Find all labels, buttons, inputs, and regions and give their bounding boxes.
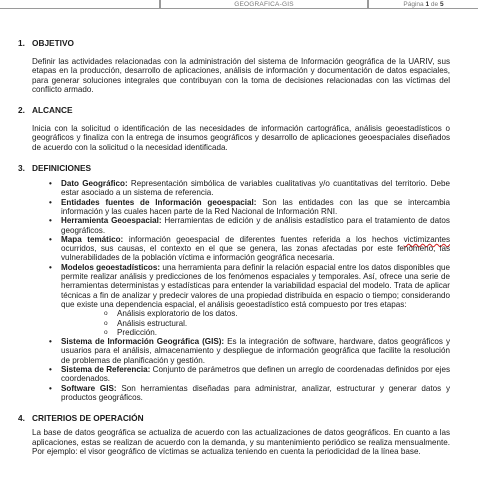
- section-title-definiciones: 3. DEFINICIONES: [18, 163, 92, 174]
- bullet-icon: •: [49, 262, 52, 272]
- section-text-criterios: La base de datos geográfica se actualiza de acuerdo con las actualizaciones de datos geográficos. En cuanto a las aplicaciones, estas se realizan de acuerdo con la demanda, y su mantenimiento periódico se realiza mensualmente. Por ejemplo: el visor geográfico de víctimas se actualiza teniendo en cuenta la periodicidad de la línea base.: [32, 428, 450, 456]
- circle-bullet-icon: o: [104, 328, 108, 336]
- section-title-alcance: 2. ALCANCE: [18, 105, 73, 116]
- sub-list-item: o Análisis estructural.: [104, 318, 188, 328]
- sub-list-item: o Análisis exploratorio de los datos.: [104, 309, 238, 319]
- definition-item: • Entidades fuentes de Información geoespacial: Son las entidades con las que se intercambia información y las cuales hacen parte de la Red Nacional de Información RNI.: [49, 197, 450, 216]
- bullet-icon: •: [49, 337, 52, 347]
- definitions-list: [18, 179, 450, 402]
- definition-item: • Software GIS: Son herramientas diseñadas para administrar, analizar, estructurar y generar datos y productos geográficos.: [49, 383, 450, 402]
- section-title-objetivo: 1. OBJETIVO: [18, 38, 74, 48]
- circle-bullet-icon: o: [104, 310, 108, 318]
- definition-item: • Mapa temático: información geoespacial de diferentes fuentes referida a los hechos victimizantes ocurridos, sus causas, el contexto en el que se genera, las zonas afectadas por este fenómeno, las vulnerabilidades de la población víctima e información geográfica necesaria.: [49, 234, 450, 263]
- definition-item: • Sistema de Referencia: Conjunto de parámetros que definen un arreglo de coordenadas definidos por ejes coordenados.: [49, 365, 451, 384]
- bullet-icon: •: [49, 179, 52, 189]
- header-page-number: Página 1 de 5: [368, 0, 478, 9]
- sub-list-item: o Predicción.: [104, 327, 158, 337]
- bullet-icon: •: [49, 365, 52, 375]
- section-title-criterios: 4. CRITERIOS DE OPERACIÓN: [18, 413, 144, 424]
- spellcheck-flagged-word: victimizantes: [403, 234, 450, 244]
- section-text-objetivo: Definir las actividades relacionadas con la administración del sistema de Información geográfica de la UARIV, sus etapas en la producción, desarrollo de aplicaciones, análisis de información y documentación de datos espaciales, para generar soluciones integrales que contribuyan con la toma de decisiones relacionadas con las víctimas del conflicto armado.: [32, 57, 450, 94]
- definition-item: • Dato Geográfico: Representación simbólica de variables cualitativas y/o cuantitativas del territorio. Debe estar asociado a un sistema de referencia.: [49, 179, 450, 198]
- geostatistics-stages-list: [61, 309, 450, 337]
- definition-item: • Modelos geoestadísticos: una herramienta para definir la relación espacial entre los datos disponibles que permite realizar análisis y predicciones de los fenómenos espaciales y temporales. Así, ofrece una serie de herramientas deterministas y estadísticas para entender la variabilidad espacial del modelo. Trata de aplicar técnicas a fin de analizar y predecir valores de una propiedad distribuida en espacio o tiempo; considerando que existe una dependencia espacial, el análisis geoestadístico está compuesto por tres etapas: o Análisis exploratorio de los datos. o Análisis estructural. o Predicción.: [49, 262, 450, 337]
- document-body: [18, 38, 450, 456]
- bullet-icon: •: [49, 216, 52, 226]
- bullet-icon: •: [49, 383, 52, 393]
- section-text-alcance: Inicia con la solicitud o identificación de las necesidades de información cartográfica, análisis geoestadísticos o geográficos y finaliza con la entrega de insumos geográficos y desarrollo de aplicaciones geoespaciales diseñados de acuerdo con la solicitud o la necesidad identificada.: [32, 124, 450, 152]
- header-left-cell: [0, 0, 160, 9]
- header-document-code: GEOGRAFICA-GIS: [160, 0, 368, 9]
- circle-bullet-icon: o: [104, 319, 108, 327]
- definition-item: • Sistema de Información Geográfica (GIS): Es la integración de software, hardware, datos geográficos y usuarios para el análisis, almacenamiento y despliegue de información geográfica que facilite la resolución de problemas de planificación y gestión.: [49, 337, 450, 365]
- bullet-icon: •: [49, 197, 52, 207]
- document-header: [0, 0, 478, 10]
- definition-item: • Herramienta Geoespacial: Herramientas de edición y de análisis estadístico para el tratamiento de datos geográficos.: [49, 216, 450, 235]
- bullet-icon: •: [49, 234, 52, 244]
